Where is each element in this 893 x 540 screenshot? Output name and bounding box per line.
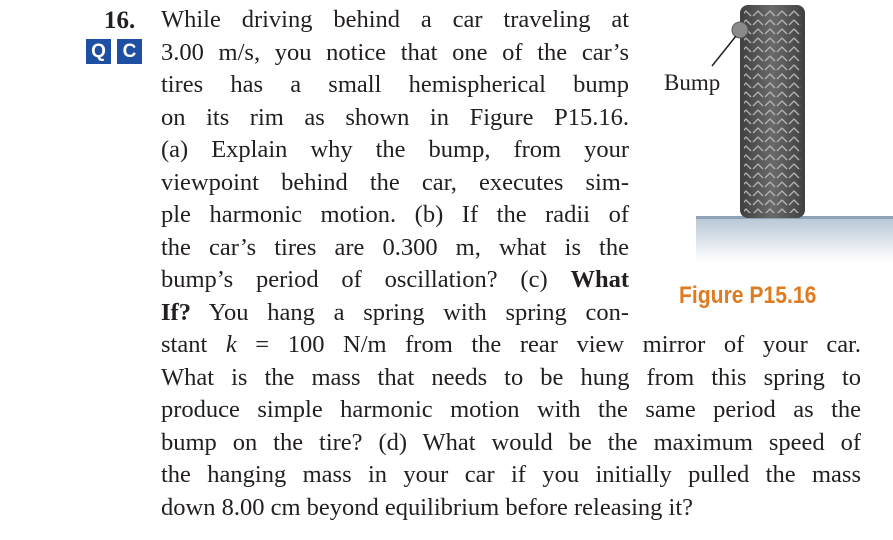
- what-if-bold: If?: [161, 298, 191, 326]
- text-segment: bump’s period of oscillation? (c): [161, 266, 571, 293]
- text-line: While driving behind a car traveling at: [161, 6, 629, 33]
- text-line: the car’s tires are 0.300 m, what is the: [161, 233, 629, 261]
- text-line: 3.00 m/s, you notice that one of the car’s: [161, 38, 629, 66]
- text-line: down 8.00 cm beyond equilibrium before releasing it?: [161, 493, 694, 521]
- text-segment: = 100 N/m from the rear view mirror of your car.: [236, 331, 861, 358]
- ground: [696, 218, 893, 262]
- bump-label: Bump: [664, 70, 721, 95]
- text-line: ple harmonic motion. (b) If the radii of: [161, 201, 629, 228]
- problem-number: 16.: [104, 7, 136, 34]
- badge-q: Q: [86, 39, 111, 64]
- text-line: What is the mass that needs to be hung from this spring to: [161, 363, 861, 391]
- text-line: viewpoint behind the car, executes sim-: [161, 168, 629, 196]
- text-segment: You hang a spring with spring con-: [190, 298, 629, 326]
- text-line: produce simple harmonic motion with the same period as the: [161, 396, 861, 423]
- qc-badge: [86, 39, 142, 64]
- text-line: [161, 264, 629, 296]
- text-line: tires has a small hemispherical bump: [161, 71, 629, 98]
- text-line: on its rim as shown in Figure P15.16.: [161, 103, 629, 131]
- bump: [732, 22, 748, 38]
- bump-pointer-line: [712, 36, 736, 66]
- what-if-bold: What: [570, 266, 629, 293]
- tire-figure: [680, 0, 893, 280]
- text-line: the hanging mass in your car if you initially pulled the mass: [161, 461, 861, 488]
- text-line: bump on the tire? (d) What would be the maximum speed of: [161, 428, 861, 456]
- text-line: [161, 329, 861, 361]
- text-line: (a) Explain why the bump, from your: [161, 136, 629, 163]
- text-segment: stant: [161, 331, 226, 358]
- badge-c: C: [117, 39, 142, 64]
- spring-constant-symbol: k: [225, 331, 237, 358]
- figure-caption: Figure P15.16: [679, 282, 817, 309]
- text-line: [161, 297, 629, 329]
